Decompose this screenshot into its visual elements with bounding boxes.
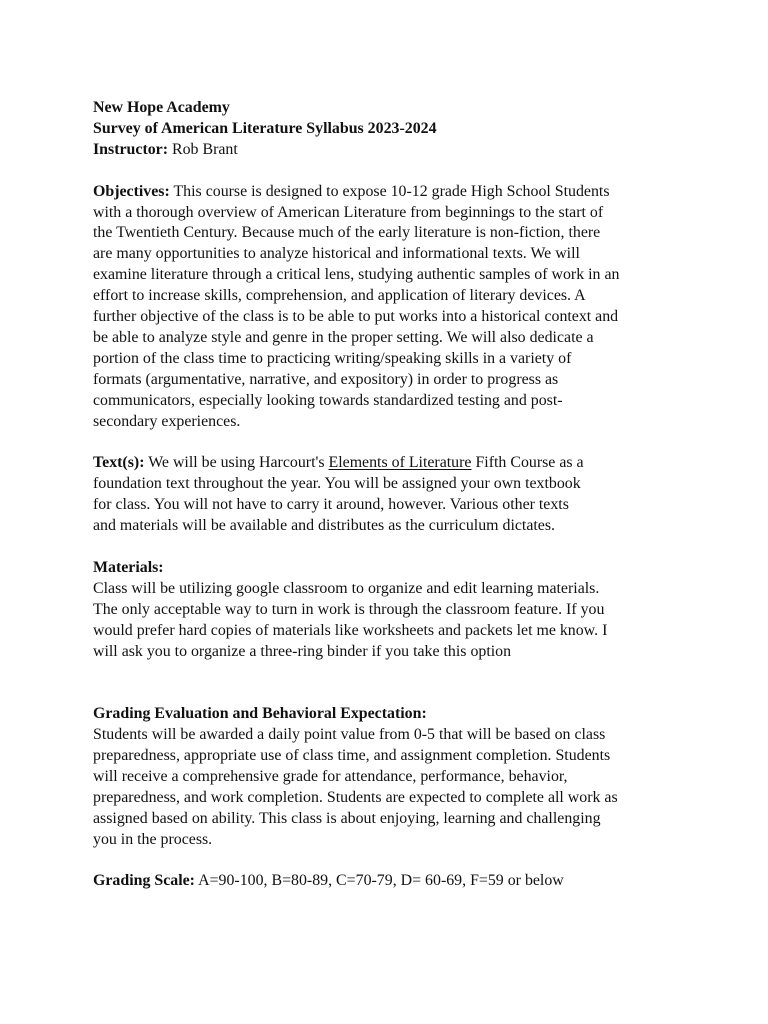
texts-section	[93, 453, 693, 537]
instructor-line	[93, 140, 693, 161]
spacer	[93, 851, 693, 872]
paragraph-line: for class. You will not have to carry it around, however. Various other texts	[93, 496, 569, 514]
paragraph-line: formats (argumentative, narrative, and expository) in order to progress as	[93, 370, 559, 388]
spacer	[93, 432, 693, 453]
paragraph-line: preparedness, and work completion. Students are expected to complete all work as	[93, 788, 618, 806]
grading-scale-value: A=90-100, B=80-89, C=70-79, D= 60-69, F=59 or below	[198, 872, 564, 890]
spacer	[93, 662, 693, 704]
paragraph-line: will ask you to organize a three-ring binder if you take this option	[93, 642, 512, 660]
paragraph-line: further objective of the class is to be able to put works into a historical context and	[93, 308, 619, 326]
paragraph-line: you in the process.	[93, 830, 213, 848]
paragraph-line: effort to increase skills, comprehension, and application of literary devices. A	[93, 287, 586, 305]
objectives-section	[93, 182, 693, 433]
paragraph-line: Class will be utilizing google classroom to organize and edit learning materials.	[93, 579, 600, 597]
paragraph-line: portion of the class time to practicing writing/speaking skills in a variety of	[93, 349, 572, 367]
paragraph-line: will receive a comprehensive grade for attendance, performance, behavior,	[93, 767, 568, 785]
materials-label: Materials:	[93, 558, 164, 576]
objectives-label: Objectives:	[93, 182, 170, 200]
paragraph-line: The only acceptable way to turn in work is through the classroom feature. If you	[93, 600, 605, 618]
grading-scale-line	[93, 871, 693, 892]
instructor-label: Instructor:	[93, 140, 169, 158]
paragraph-line: communicators, especially looking towards standardized testing and post-	[93, 391, 563, 409]
paragraph-line: assigned based on ability. This class is about enjoying, learning and challenging	[93, 809, 601, 827]
course-title: Survey of American Literature Syllabus 2023-2024	[93, 119, 437, 137]
section-heading	[93, 704, 693, 725]
school-name: New Hope Academy	[93, 99, 230, 116]
section-heading	[93, 558, 693, 579]
texts-label: Text(s):	[93, 454, 145, 472]
grading-evaluation-label: Grading Evaluation and Behavioral Expectation:	[93, 705, 427, 723]
grading-scale-section	[93, 871, 693, 892]
paragraph-line: foundation text throughout the year. You will be assigned your own textbook	[93, 475, 581, 493]
syllabus-document	[93, 98, 693, 892]
spacer	[93, 537, 693, 558]
paragraph-line: are many opportunities to analyze historical and informational texts. We will	[93, 245, 580, 263]
paragraph-line: and materials will be available and distributes as the curriculum dictates.	[93, 517, 556, 535]
spacer	[93, 161, 693, 182]
paragraph-line: Text(s): We will be using Harcourt's Elements of Literature Fifth Course as a	[93, 454, 584, 472]
paragraph-line: the Twentieth Century. Because much of the early literature is non-fiction, there	[93, 224, 601, 242]
grading-evaluation-section	[93, 704, 693, 850]
paragraph-line: Objectives: This course is designed to expose 10-12 grade High School Students	[93, 182, 610, 200]
paragraph-line: examine literature through a critical lens, studying authentic samples of work in an	[93, 266, 620, 284]
grading-scale-label: Grading Scale:	[93, 872, 195, 890]
paragraph-line: preparedness, appropriate use of class time, and assignment completion. Students	[93, 747, 611, 765]
paragraph-line: Students will be awarded a daily point value from 0-5 that will be based on class	[93, 726, 606, 744]
paragraph-line: with a thorough overview of American Literature from beginnings to the start of	[93, 203, 604, 221]
instructor-name: Rob Brant	[172, 140, 238, 158]
book-title: Elements of Literature	[328, 454, 472, 472]
materials-section	[93, 558, 693, 663]
paragraph-line: secondary experiences.	[93, 412, 241, 430]
header-block	[93, 98, 693, 161]
paragraph-line: be able to analyze style and genre in the proper setting. We will also dedicate a	[93, 328, 594, 346]
paragraph-line: would prefer hard copies of materials like worksheets and packets let me know. I	[93, 621, 608, 639]
